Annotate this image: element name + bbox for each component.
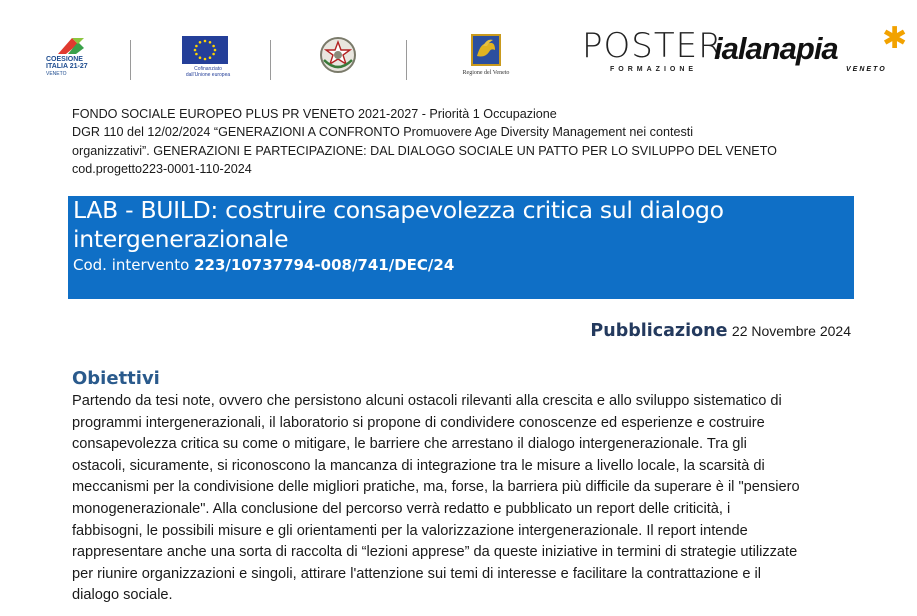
paragraph-line: consapevolezza critica su come o mitigare, le barriere che arrestano il dialogo intergenerazionale. Tra gli (72, 436, 747, 453)
paragraph-line: Partendo da tesi note, ovvero che persistono alcuni ostacoli rilevanti alla crescita e allo sviluppo sistematico di (72, 393, 782, 409)
paragraph-line: monogenerazionale". Alla conclusione del percorso verrà redatto e pubblicato un report delle criticità, i (72, 500, 731, 517)
paragraph-line: fabbisogni, le possibili misure e gli orientamenti per la valorizzazione intergenerazionale. Il report intende (72, 522, 748, 539)
project-reference (72, 105, 852, 178)
intro-line: DGR 110 del 12/02/2024 “GENERAZIONI A CONFRONTO Promuovere Age Diversity Management nei contesti (72, 125, 694, 140)
coesione-text: COESIONE ITALIA 21-27 (46, 56, 88, 70)
ialanapia-logo (714, 24, 910, 74)
poster-wordmark: POSTER (582, 26, 723, 66)
logo-bar (0, 0, 917, 90)
logo-divider (270, 40, 271, 80)
poster-formazione-logo (582, 26, 723, 73)
objectives-heading: Obiettivi (72, 368, 160, 389)
paragraph-line: dialogo sociale. (72, 587, 173, 604)
publication-info (590, 321, 851, 341)
logo-divider (406, 40, 407, 80)
intervention-code-label: Cod. intervento (73, 256, 190, 274)
intro-line: cod.progetto223-0001-110-2024 (72, 161, 252, 176)
veneto-caption: Regione del Veneto (462, 70, 510, 76)
italian-republic-emblem-icon (318, 34, 358, 76)
intervention-code (73, 255, 454, 275)
intervention-code-value: 223/10737794-008/741/DEC/24 (194, 256, 455, 274)
poster-subtitle: FORMAZIONE (610, 66, 698, 73)
coesione-region: VENETO (46, 71, 67, 77)
eu-cofinanced-logo (178, 36, 234, 78)
course-title-banner (68, 196, 854, 299)
eu-flag-icon (182, 36, 228, 64)
course-title: LAB - BUILD: costruire consapevolezza critica sul dialogo intergenerazionale (73, 196, 724, 253)
asterisk-star-icon: ✱ (882, 22, 908, 55)
ialanapia-wordmark: ialanapia (714, 31, 838, 66)
coesione-mark-icon (52, 34, 96, 56)
logo-divider (130, 40, 131, 80)
intro-line: organizzativi”. GENERAZIONI E PARTECIPAZIONE: DAL DIALOGO SOCIALE UN PATTO PER LO SVILUPPO DEL VENETO (72, 143, 777, 158)
eu-caption: Cofinanziato dall'Unione europea (185, 66, 231, 78)
paragraph-line: meccanismi per la condivisione delle migliori pratiche, ma, forse, la barriera più difficile da superare è il "pensiero (72, 479, 800, 496)
coesione-italia-logo (44, 34, 94, 78)
publication-date: 22 Novembre 2024 (731, 323, 851, 339)
paragraph-line: programmi intergenerazionali, il laboratorio si propone di condividere conoscenze ed esperienze e costruire (72, 414, 765, 431)
publication-label: Pubblicazione (590, 321, 728, 341)
paragraph-line: ostacoli, sicuramente, si riconoscono la mancanza di integrazione tra le misure a livello locale, la scarsità di (72, 457, 765, 474)
regione-veneto-logo (455, 34, 517, 78)
objectives-paragraph (72, 391, 862, 607)
paragraph-line: rappresentare anche una sorta di raccolta di “lezioni apprese” da queste iniziative in termini di strategie utilizzate (72, 544, 798, 561)
ialanapia-subtitle: VENETO (846, 66, 887, 73)
paragraph-line: per riunire organizzazioni e singoli, attirare l'attenzione sui temi di interesse e facilitare la contrattazione e il (72, 565, 762, 582)
winged-lion-icon (471, 34, 501, 66)
intro-line: FONDO SOCIALE EUROPEO PLUS PR VENETO 2021-2027 - Priorità 1 Occupazione (72, 107, 557, 121)
